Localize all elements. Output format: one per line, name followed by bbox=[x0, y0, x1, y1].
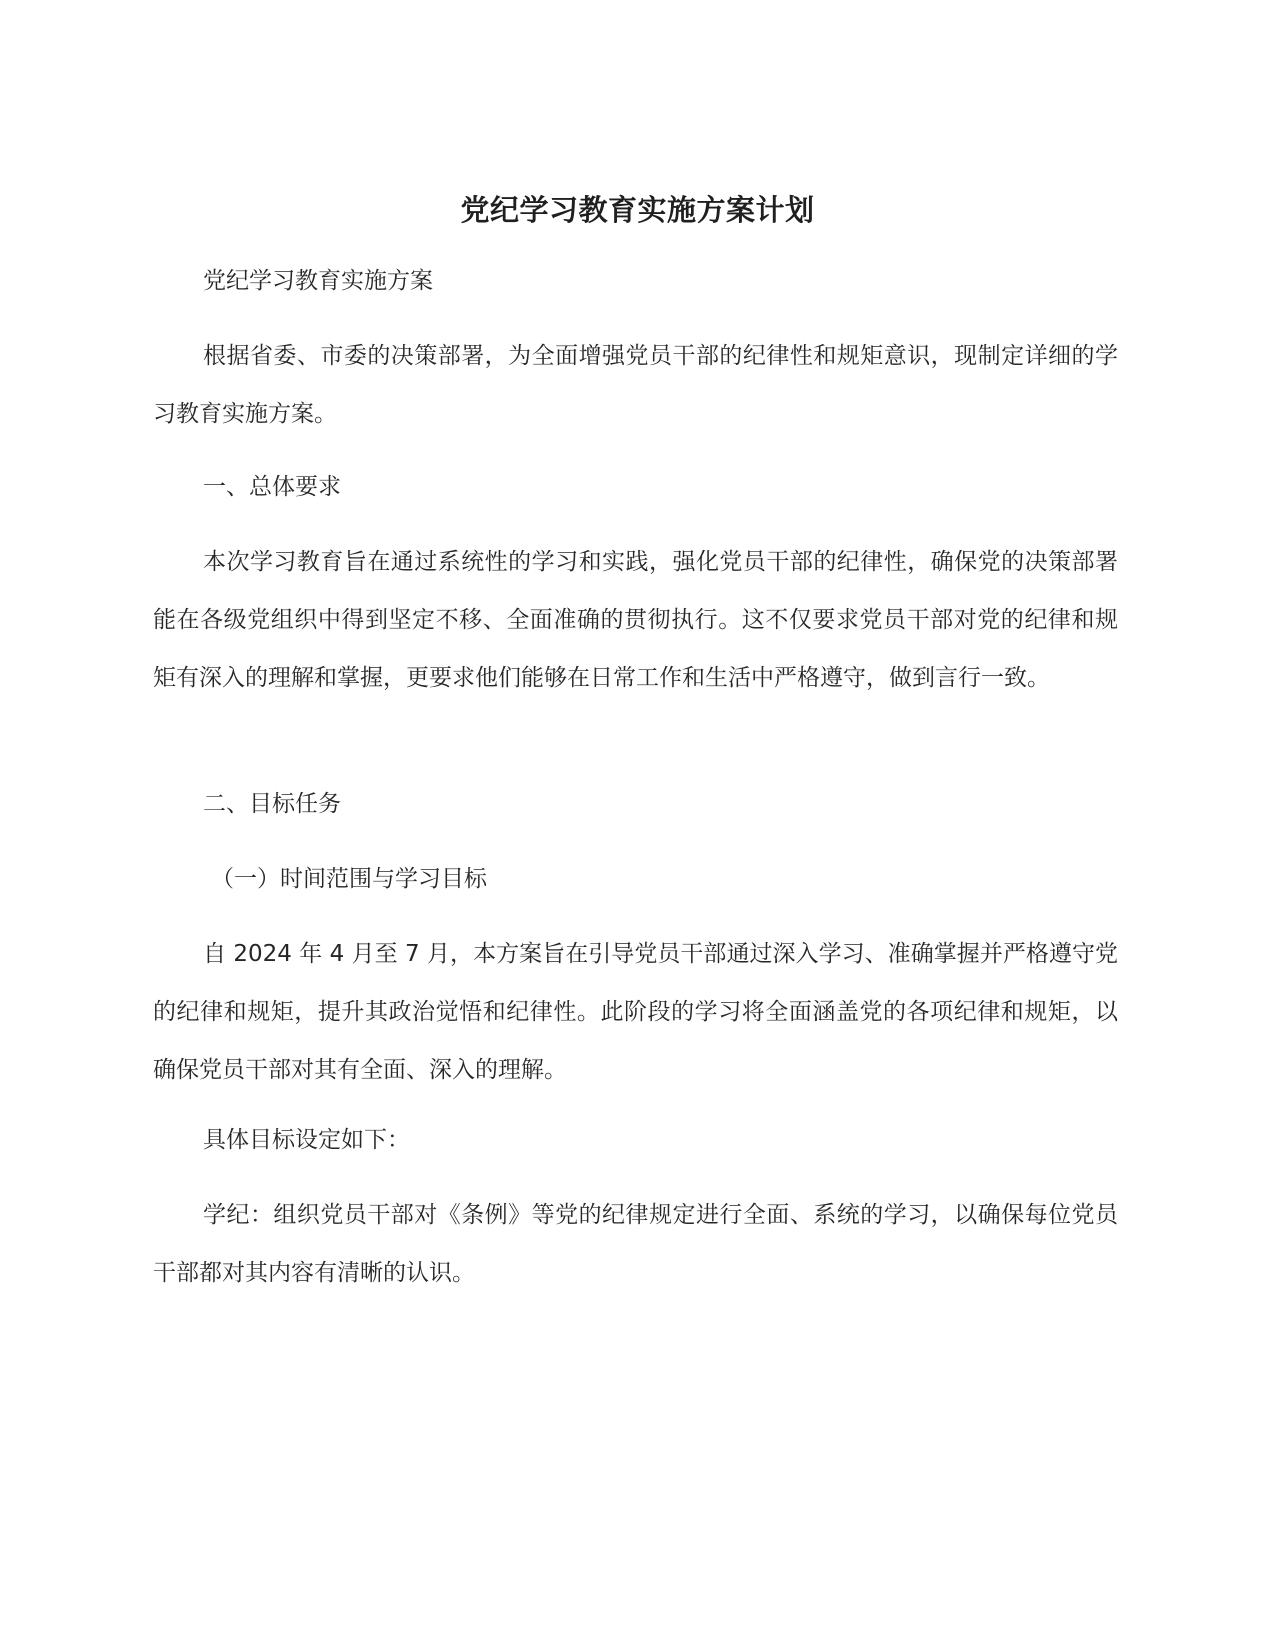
paragraph-specific-goals-intro: 具体目标设定如下： bbox=[203, 1127, 410, 1153]
document-title: 党纪学习教育实施方案计划 bbox=[460, 193, 815, 227]
paragraph-time-range: 自 2024 年 4 月至 7 月，本方案旨在引导党员干部通过深入学习、准确掌握并严格遵守党的纪律和规矩，提升其政治觉悟和纪律性。此阶段的学习将全面涵盖党的各项纪律和规矩，以确保党员干部对其有全面、深入的理解。 bbox=[153, 941, 1118, 1083]
section-heading-general-requirements: 一、总体要求 bbox=[203, 474, 341, 500]
paragraph-intro: 根据省委、市委的决策部署，为全面增强党员干部的纪律性和规矩意识，现制定详细的学习教育实施方案。 bbox=[153, 343, 1118, 427]
paragraph-study-discipline: 学纪：组织党员干部对《条例》等党的纪律规定进行全面、系统的学习，以确保每位党员干部都对其内容有清晰的认识。 bbox=[153, 1202, 1118, 1286]
section-heading-goals-tasks: 二、目标任务 bbox=[203, 791, 341, 817]
subsection-heading-time-range: （一）时间范围与学习目标 bbox=[211, 866, 487, 892]
paragraph-subtitle: 党纪学习教育实施方案 bbox=[203, 268, 433, 294]
paragraph-general-requirements: 本次学习教育旨在通过系统性的学习和实践，强化党员干部的纪律性，确保党的决策部署能在各级党组织中得到坚定不移、全面准确的贯彻执行。这不仅要求党员干部对党的纪律和规矩有深入的理解和掌握，更要求他们能够在日常工作和生活中严格遵守，做到言行一致。 bbox=[153, 549, 1118, 691]
